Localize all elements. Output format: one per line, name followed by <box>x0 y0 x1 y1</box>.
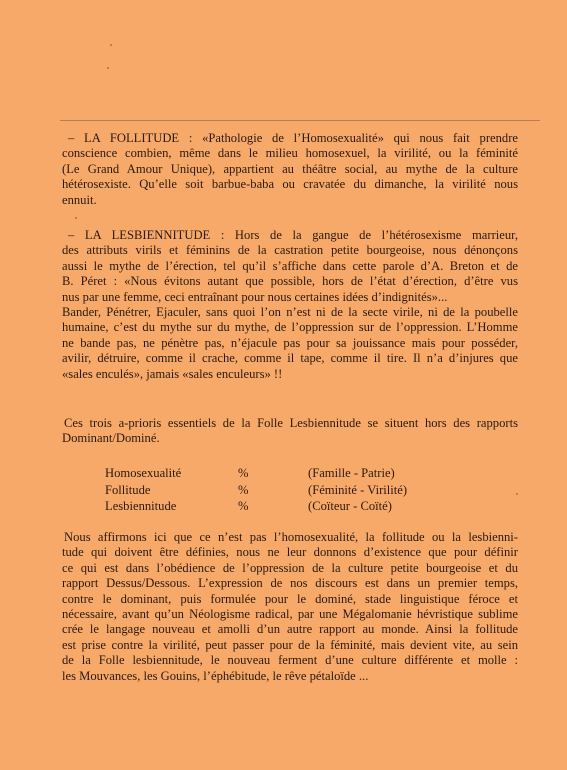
table-sign: % <box>238 482 249 497</box>
table-note: (Coïteur - Coïté) <box>308 499 392 513</box>
text-line: les Mouvances, les Gouins, l’éphébitude, le rêve pétaloïde ... <box>62 668 369 683</box>
text-line: Ces trois a-prioris essentiels de la Folle Lesbiennitude se situent hors des rapports <box>64 416 518 430</box>
conclusion-paragraph <box>62 530 518 684</box>
table-row <box>105 465 435 482</box>
dust-speck <box>110 44 112 46</box>
text-line: B. Péret : «Nous évitons autant que possible, hors de l’état d’érection, d’être vus <box>62 274 518 289</box>
table-sign: % <box>238 466 249 480</box>
table-term: Follitude <box>105 482 151 497</box>
text-line: Bander, Pénétrer, Ejaculer, sans quoi l’on n’est ni de la secte virile, ni de la poubelle <box>62 305 518 320</box>
table-term: Lesbiennitude <box>105 499 177 513</box>
table-row <box>105 482 435 499</box>
horizontal-rule <box>60 120 540 121</box>
text-line: des attributs virils et féminins de la castration petite bourgeoise, nous dénonçons <box>62 243 518 258</box>
dust-speck <box>516 493 518 495</box>
text-line: hétérosexiste. Qu’elle soit barbue-baba ou cravatée du dimanche, la virilité nous <box>62 177 518 192</box>
text-line: aussi le mythe de l’érection, tel qu’il s’affiche dans cette parole d’A. Breton et de <box>62 258 518 273</box>
table-note: (Famille - Patrie) <box>308 466 395 480</box>
text-line: – LA LESBIENNITUDE : Hors de la gangue de l’hétérosexisme marrieur, <box>68 228 518 242</box>
text-line: ne bande pas, ne pénètre pas, n’éjacule pas pour sa jouissance mais pour posséder, <box>62 335 518 350</box>
text-line: avilir, détruire, comme il crache, comme il tape, comme il tire. Il n’a d’injures que <box>62 351 518 366</box>
table-row <box>105 498 435 515</box>
lesbiennitude-paragraph <box>62 228 518 382</box>
text-line: «sales enculés», jamais «sales enculeurs» !! <box>62 366 283 381</box>
text-line: tude qui doivent être définies, nous ne leur donnons d’existence que pour définir <box>62 545 518 560</box>
table-note: (Féminité - Virilité) <box>308 482 408 497</box>
table-term: Homosexualité <box>105 466 182 480</box>
dust-speck <box>107 67 109 69</box>
apriori-paragraph <box>62 416 518 447</box>
concept-table <box>105 465 435 515</box>
text-line: Dominant/Dominé. <box>62 431 160 446</box>
text-line: crée le langage nouveau et amolli d’un autre rapport au monde. Ainsi la follitude <box>62 622 518 637</box>
text-line: de la Folle lesbiennitude, le nouveau ferment d’une culture différente et molle : <box>62 653 518 668</box>
text-line: rapport Dessus/Dessous. L’expression de nos discours est dans un premier temps, <box>62 576 518 591</box>
follitude-paragraph <box>62 131 518 208</box>
dust-speck <box>75 217 77 219</box>
text-line: – LA FOLLITUDE : «Pathologie de l’Homosexualité» qui nous fait prendre <box>68 131 518 145</box>
text-line: humaine, c’est du mythe sur du mythe, de l’oppression sur de l’oppression. L’Homme <box>62 320 518 335</box>
text-line: contre le dominant, puis formulée pour le dominé, stade linguistique féroce et <box>62 591 518 606</box>
text-line: ce qui est dans l’obédience de l’oppression de la culture petite bourgeoise et du <box>62 560 518 575</box>
text-line: nécessaire, avant qu’un Néologisme radical, par une Mégalomanie hévristique sublime <box>62 607 518 622</box>
text-line: (Le Grand Amour Unique), appartient au théâtre social, au mythe de la culture <box>62 161 518 176</box>
text-line: est prise contre la virilité, peut passer pour de la féminité, mais devient vite, au sein <box>62 637 518 652</box>
table-sign: % <box>238 499 249 513</box>
text-line: nus par une femme, ceci entraînant pour nous certaines idées d’indignités»... <box>62 289 448 304</box>
text-line: ennuit. <box>62 192 97 207</box>
text-line: Nous affirmons ici que ce n’est pas l’homosexualité, la follitude ou la lesbienni- <box>64 530 518 544</box>
text-line: conscience combien, même dans le milieu homosexuel, la virilité, ou la féminité <box>62 146 518 161</box>
